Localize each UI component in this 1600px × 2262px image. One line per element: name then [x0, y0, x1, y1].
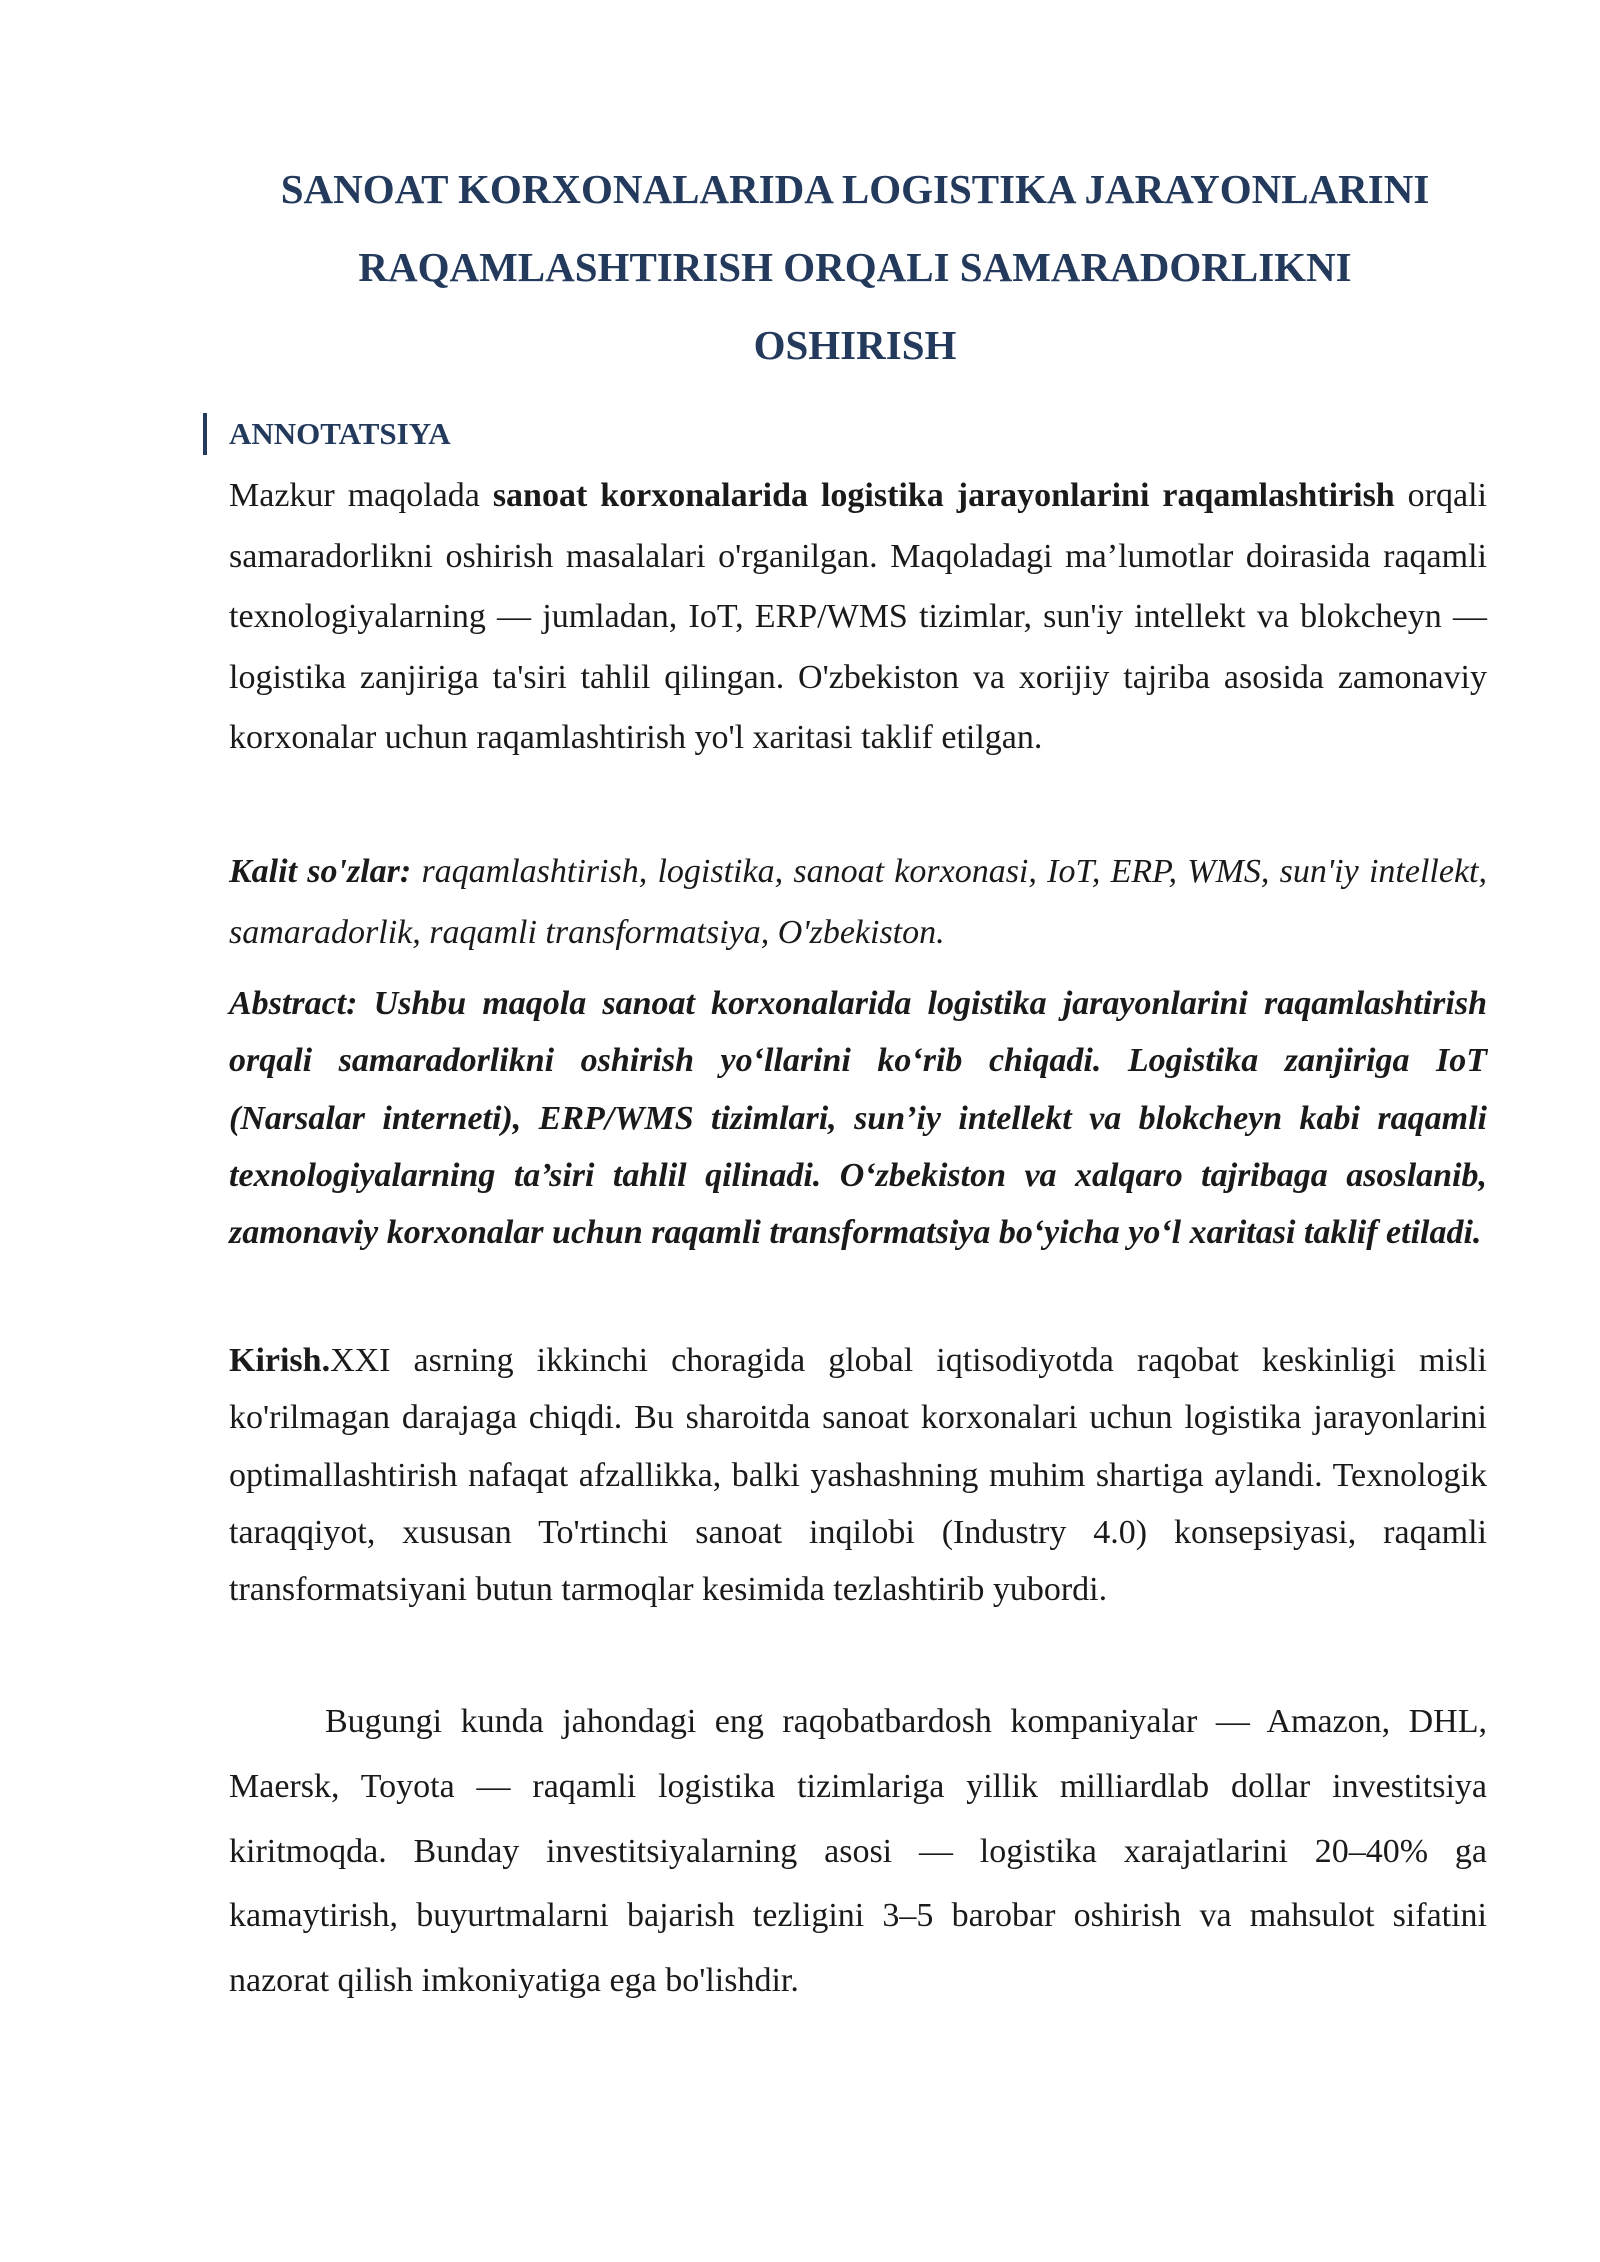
abstract-text: Ushbu maqola sanoat korxonalarida logistika jarayonlarini raqamlashtirish orqali samaradorlikni oshirish yo‘llarini ko‘rib chiqadi. Logistika zanjiriga IoT (Narsalar interneti), ERP/WMS tizimlari, sun’iy intellekt va blokcheyn kabi raqamli texnologiyalarning ta’siri tahlil qilinadi. O‘zbekiston va xalqaro tajribaga asoslanib, zamonaviy korxonalar uchun raqamli transformatsiya bo‘yicha yo‘l xaritasi taklif etiladi.: [229, 985, 1487, 1252]
heading-accent-bar: [203, 413, 207, 455]
annotation-heading: ANNOTATSIYA: [229, 416, 451, 451]
annotation-rest: orqali samaradorlikni oshirish masalalari o'rganilgan. Maqoladagi ma’lumotlar doirasida raqamli texnologiyalarning — jumladan, IoT, ERP/WMS tizimlar, sun'iy intellekt va blokcheyn — logistika zanjiriga ta'siri tahlil qilingan. O'zbekiston va xorijiy tajriba asosida zamonaviy korxonalar uchun raqamlashtirish yo'l xaritasi taklif etilgan.: [229, 477, 1487, 756]
annotation-lead: Mazkur maqolada: [229, 477, 493, 514]
title-line-1: SANOAT KORXONALARIDA LOGISTIKA JARAYONLARINI: [280, 166, 1430, 212]
annotation-bold-phrase: sanoat korxonalarida logistika jarayonlarini raqamlashtirish: [492, 477, 1395, 514]
intro-paragraph: [229, 1332, 1487, 1618]
body-paragraph-2: Bugungi kunda jahondagi eng raqobatbardosh kompaniyalar — Amazon, DHL, Maersk, Toyota — raqamli logistika tizimlariga yillik milliardlab dollar investitsiya kiritmoqda. Bunday investitsiyalarning asosi — logistika xarajatlarini 20–40% ga kamaytirish, buyurtmalarni bajarish tezligini 3–5 barobar oshirish va mahsulot sifatini nazorat qilish imkoniyatiga ega bo'lishdir.: [229, 1703, 1487, 2000]
paper-title: [230, 150, 1480, 384]
keywords-label: Kalit so'zlar:: [229, 853, 412, 890]
abstract-label: Abstract:: [229, 985, 358, 1022]
intro-text: XXI asrning ikkinchi choragida global iqtisodiyotda raqobat keskinligi misli ko'rilmagan darajaga chiqdi. Bu sharoitda sanoat korxonalari uchun logistika jarayonlarini optimallashtirish nafaqat afzallikka, balki yashashning muhim shartiga aylandi. Texnologik taraqqiyot, xususan To'rtinchi sanoat inqilobi (Industry 4.0) konsepsiyasi, raqamli transformatsiyani butun tarmoqlar kesimida tezlashtirib yubordi.: [229, 1342, 1487, 1609]
intro-label: Kirish.: [229, 1342, 331, 1379]
title-line-3: OSHIRISH: [753, 322, 957, 368]
keywords-text: raqamlashtirish, logistika, sanoat korxonasi, IoT, ERP, WMS, sun'iy intellekt, samaradorlik, raqamli transformatsiya, O'zbekiston.: [229, 853, 1487, 951]
title-line-2: RAQAMLASHTIRISH ORQALI SAMARADORLIKNI: [358, 244, 1352, 290]
keywords-paragraph: [229, 842, 1487, 963]
abstract-paragraph: [229, 975, 1487, 1261]
annotation-paragraph: [229, 466, 1487, 769]
